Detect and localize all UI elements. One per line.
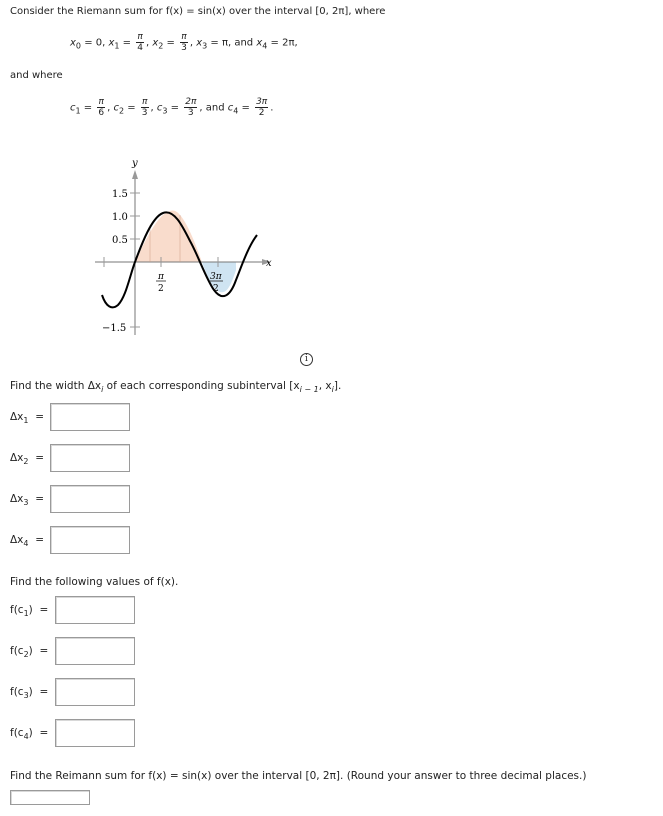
dx1-label xyxy=(10,411,44,425)
intro-text: Consider the Riemann sum for xyxy=(10,6,166,17)
width-question-text3: , x xyxy=(318,380,332,392)
x1-fraction xyxy=(136,32,144,53)
x3-value: = π, and xyxy=(210,37,257,49)
fc3-sub: 3 xyxy=(23,691,29,700)
c2-var: c xyxy=(113,102,119,114)
interval-text: [0, 2π] xyxy=(315,6,349,17)
dx1-sub: 1 xyxy=(23,416,29,425)
fc2-close: ) xyxy=(28,645,33,657)
fc3-close: ) xyxy=(28,686,33,698)
y-tick-label-1.0: 1.0 xyxy=(112,212,128,223)
dx2-eq: = xyxy=(35,452,44,464)
y-tick-label-0.5: 0.5 xyxy=(112,235,128,246)
width-question-text4: ]. xyxy=(333,380,342,392)
c2-fraction xyxy=(141,97,149,118)
c4-sub: 4 xyxy=(233,106,239,116)
x2-fraction xyxy=(180,32,188,53)
dx2-input[interactable] xyxy=(50,444,130,472)
fc2-label-text: f(c xyxy=(10,645,24,657)
dx4-label xyxy=(10,534,44,548)
c3-fraction xyxy=(184,97,197,118)
x4-value: = 2π, xyxy=(270,37,298,49)
fc2-sub: 2 xyxy=(23,650,29,659)
x3-sub: 3 xyxy=(202,41,208,51)
fc3-label xyxy=(10,686,48,700)
fc2-input[interactable] xyxy=(55,637,135,665)
sum-question xyxy=(10,770,586,782)
dx2-label xyxy=(10,452,44,466)
x1-den: 4 xyxy=(137,43,143,53)
sum-question-func: f(x) = sin(x) xyxy=(148,770,212,782)
info-icon[interactable]: i xyxy=(300,353,313,366)
sum-question-rest: . (Round your answer to three decimal places.) xyxy=(340,770,587,782)
fc4-label xyxy=(10,727,48,741)
c1-var: c xyxy=(70,102,76,114)
width-question-sub: i xyxy=(101,385,104,394)
x1-var: x xyxy=(108,37,115,49)
c3-sub: 3 xyxy=(162,106,168,116)
fc2-eq: = xyxy=(39,645,49,657)
c1-fraction xyxy=(97,97,105,118)
dx3-sub: 3 xyxy=(23,498,29,507)
sum-question-interval: [0, 2π] xyxy=(305,770,341,782)
fc4-label-text: f(c xyxy=(10,727,24,739)
dx2-sub: 2 xyxy=(23,457,29,466)
positive-area-right xyxy=(180,215,202,262)
c4-var: c xyxy=(227,102,234,114)
y-tick-label-1.5: 1.5 xyxy=(112,189,128,200)
dx4-eq: = xyxy=(35,534,44,546)
fc1-close: ) xyxy=(28,604,33,616)
x3-var: x xyxy=(196,37,203,49)
x-partition-line: $x_0 = 0$, $x_1$ = $\frac{\pi}{4}$ , $x_2$ = $\frac{\pi}{3}$ , $x_3 = \pi$, and $x_4 = 2\pi$, xyxy=(70,32,298,53)
width-question-sub2: i − 1 xyxy=(299,385,319,394)
fc4-close: ) xyxy=(28,727,33,739)
riemann-sum-input[interactable] xyxy=(10,790,90,805)
values-question: Find the following values of f(x). xyxy=(10,576,179,588)
fc1-eq: = xyxy=(39,604,49,616)
fc3-eq: = xyxy=(39,686,49,698)
dx3-eq: = xyxy=(35,493,44,505)
c2-den: 3 xyxy=(141,108,148,118)
sum-question-text: Find the Reimann sum for xyxy=(10,770,149,782)
width-question-text: Find the width Δx xyxy=(10,380,102,392)
c1-sub: 1 xyxy=(75,106,81,116)
y-axis-label: y xyxy=(132,158,138,169)
dx3-label xyxy=(10,493,44,507)
dx4-label-text: Δx xyxy=(10,534,24,546)
x0-sub: 0 xyxy=(75,41,82,51)
dx3-label-text: Δx xyxy=(10,493,24,505)
fc4-input[interactable] xyxy=(55,719,135,747)
intro-where: , where xyxy=(348,6,386,17)
fc1-label-text: f(c xyxy=(10,604,24,616)
c3-var: c xyxy=(156,102,163,114)
c3-num: 2π xyxy=(185,97,197,107)
dx1-input[interactable] xyxy=(50,403,130,431)
fc1-input[interactable] xyxy=(55,596,135,624)
c3-den: 3 xyxy=(187,108,194,118)
dx1-label-text: Δx xyxy=(10,411,24,423)
c-points-line: $c_1$ = $\frac{\pi}{6}$ , $c_2$ = $\frac{\pi}{3}$ , $c_3$ = $\frac{2\pi}{3}$ , and $c_4$ = $\frac{3\pi}{2}$ . xyxy=(70,97,274,118)
dx3-input[interactable] xyxy=(50,485,130,513)
c1-num: π xyxy=(98,97,104,107)
x-tick-label-pi-num: π xyxy=(158,272,164,282)
x2-var: x xyxy=(152,37,159,49)
x2-num: π xyxy=(181,32,187,42)
x0-var: x xyxy=(70,37,76,49)
fc4-eq: = xyxy=(39,727,49,739)
width-question-text2: of each corresponding subinterval [x xyxy=(103,380,300,392)
width-question xyxy=(10,380,341,394)
x-tick-label-pi-den: 2 xyxy=(158,284,164,294)
c4-den: 2 xyxy=(258,108,265,118)
x4-sub: 4 xyxy=(262,41,268,51)
x-axis-label: x xyxy=(266,258,272,269)
fc1-sub: 1 xyxy=(23,609,29,618)
sine-graph xyxy=(90,155,280,345)
x1-sub: 1 xyxy=(114,41,120,51)
c1-den: 6 xyxy=(98,108,105,118)
x4-var: x xyxy=(256,37,263,49)
width-question-sub3: i xyxy=(331,385,334,394)
and-where-text: and where xyxy=(10,70,63,81)
fc1-label xyxy=(10,604,48,618)
c4-fraction xyxy=(255,97,268,118)
fc4-sub: 4 xyxy=(23,732,29,741)
function-text: f(x) = sin(x) xyxy=(165,6,226,17)
dx4-sub: 4 xyxy=(23,539,29,548)
x2-sub: 2 xyxy=(158,41,164,51)
fc3-label-text: f(c xyxy=(10,686,24,698)
x1-num: π xyxy=(137,32,143,42)
c4-num: 3π xyxy=(256,97,268,107)
c-and-text: and xyxy=(205,102,228,114)
sum-question-over: over the interval xyxy=(211,770,306,782)
c2-sub: 2 xyxy=(118,106,125,116)
y-tick-label-neg1.5: −1.5 xyxy=(102,323,127,334)
dx4-input[interactable] xyxy=(50,526,130,554)
x-tick-label-3pi-den: 2 xyxy=(213,284,219,294)
fc2-label xyxy=(10,645,48,659)
x-tick-label-3pi-num: 3π xyxy=(210,272,222,282)
dx1-eq: = xyxy=(35,411,44,423)
dx2-label-text: Δx xyxy=(10,452,24,464)
c2-num: π xyxy=(141,97,148,107)
x0-value: = 0, xyxy=(84,37,109,49)
problem-intro xyxy=(10,6,385,17)
intro-over: over the interval xyxy=(225,6,316,17)
y-axis-arrow xyxy=(132,170,138,179)
x2-den: 3 xyxy=(181,43,187,53)
fc3-input[interactable] xyxy=(55,678,135,706)
